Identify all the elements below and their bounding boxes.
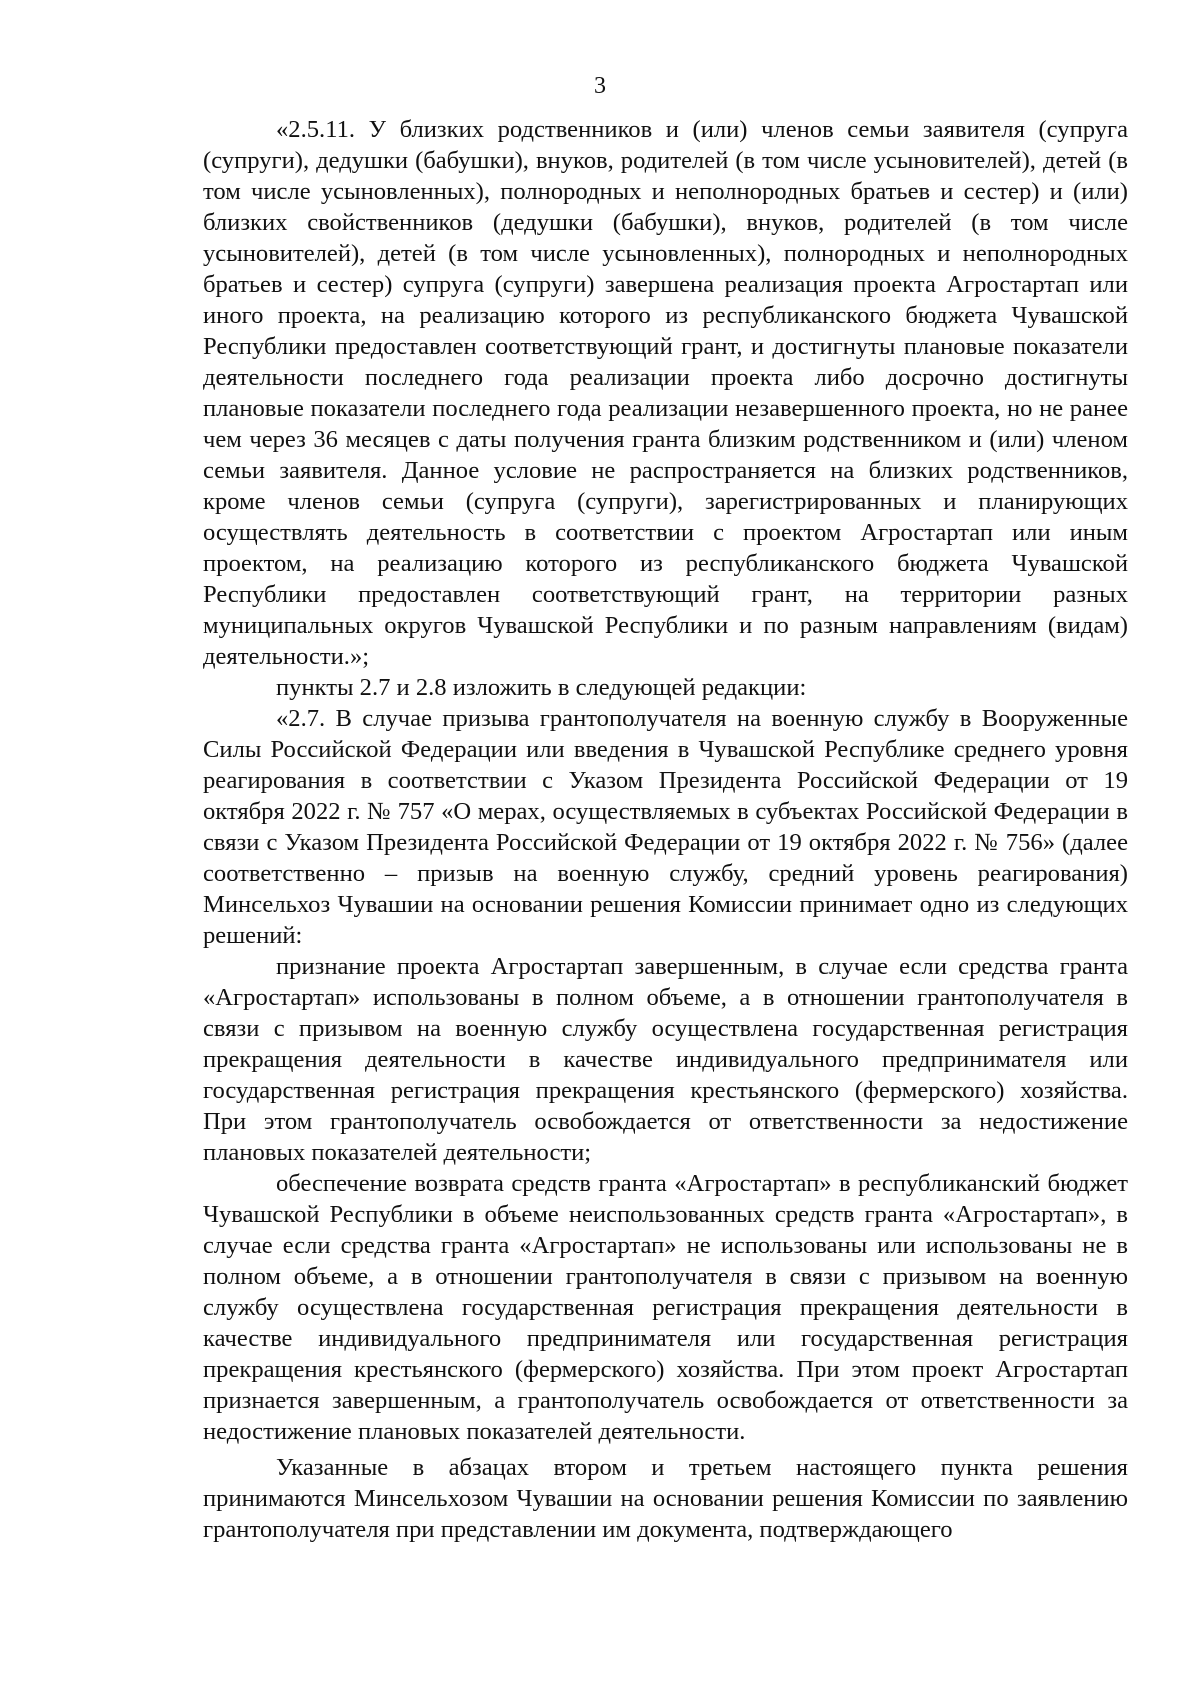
paragraph-decisions-adoption: Указанные в абзацах втором и третьем настоящего пункта решения принимаются Минсельхозом Чувашии на основании решения Комиссии по заявлению грантополучателя при представлении им документа, подтверждающего [203,1454,1128,1543]
paragraph-amendment-intro: пункты 2.7 и 2.8 изложить в следующей редакции: [276,674,807,701]
page-number: 3 [594,73,606,99]
paragraph-2-5-11: «2.5.11. У близких родственников и (или) членов семьи заявителя (супруга (супруги), дедушки (бабушки), внуков, родителей (в том числе усыновителей), детей (в том числе усыновленных), полнородных и неполнородных братьев и сестер) и (или) близких свойственников (дедушки (бабушки), внуков, родителей (в том числе усыновителей), детей (в том числе усыновленных), полнородных и неполнородных братьев и сестер) супруга (супруги) завершена реализация проекта Агростартап или иного проекта, на реализацию которого из республиканского бюджета Чувашской Республики предоставлен соответствующий грант, и достигнуты плановые показатели деятельности последнего года реализации проекта либо досрочно достигнуты плановые показатели последнего года реализации незавершенного проекта, но не ранее чем через 36 месяцев с даты получения гранта близким родственником и (или) членом семьи заявителя. Данное условие не распространяется на близких родственников, кроме членов семьи (супруга (супруги), зарегистрированных и планирующих осуществлять деятельность в соответствии с проектом Агростартап или иным проектом, на реализацию которого из республиканского бюджета Чувашской Республики предоставлен соответствующий грант, на территории разных муниципальных округов Чувашской Республики и по разным направлениям (видам) деятельности.»; [203,116,1128,670]
document-body [203,114,1128,1545]
paragraph-decision-refund: обеспечение возврата средств гранта «Агростартап» в республиканский бюджет Чувашской Республики в объеме неиспользованных средств гранта «Агростартап», в случае если средства гранта «Агростартап» не использованы или использованы не в полном объеме, а в отношении грантополучателя в связи с призывом на военную службу осуществлена государственная регистрация прекращения деятельности в качестве индивидуального предпринимателя или государственная регистрация прекращения крестьянского (фермерского) хозяйства. При этом проект Агростартап признается завершенным, а грантополучатель освобождается от ответственности за недостижение плановых показателей деятельности. [203,1170,1128,1445]
paragraph-decision-recognition: признание проекта Агростартап завершенным, в случае если средства гранта «Агростартап» использованы в полном объеме, а в отношении грантополучателя в связи с призывом на военную службу осуществлена государственная регистрация прекращения деятельности в качестве индивидуального предпринимателя или государственная регистрация прекращения крестьянского (фермерского) хозяйства. При этом грантополучатель освобождается от ответственности за недостижение плановых показателей деятельности; [203,953,1128,1166]
paragraph-2-7: «2.7. В случае призыва грантополучателя на военную службу в Вооруженные Силы Российской Федерации или введения в Чувашской Республике среднего уровня реагирования в соответствии с Указом Президента Российской Федерации от 19 октября 2022 г. № 757 «О мерах, осуществляемых в субъектах Российской Федерации в связи с Указом Президента Российской Федерации от 19 октября 2022 г. № 756» (далее соответственно – призыв на военную службу, средний уровень реагирования) Минсельхоз Чувашии на основании решения Комиссии принимает одно из следующих решений: [203,705,1128,949]
